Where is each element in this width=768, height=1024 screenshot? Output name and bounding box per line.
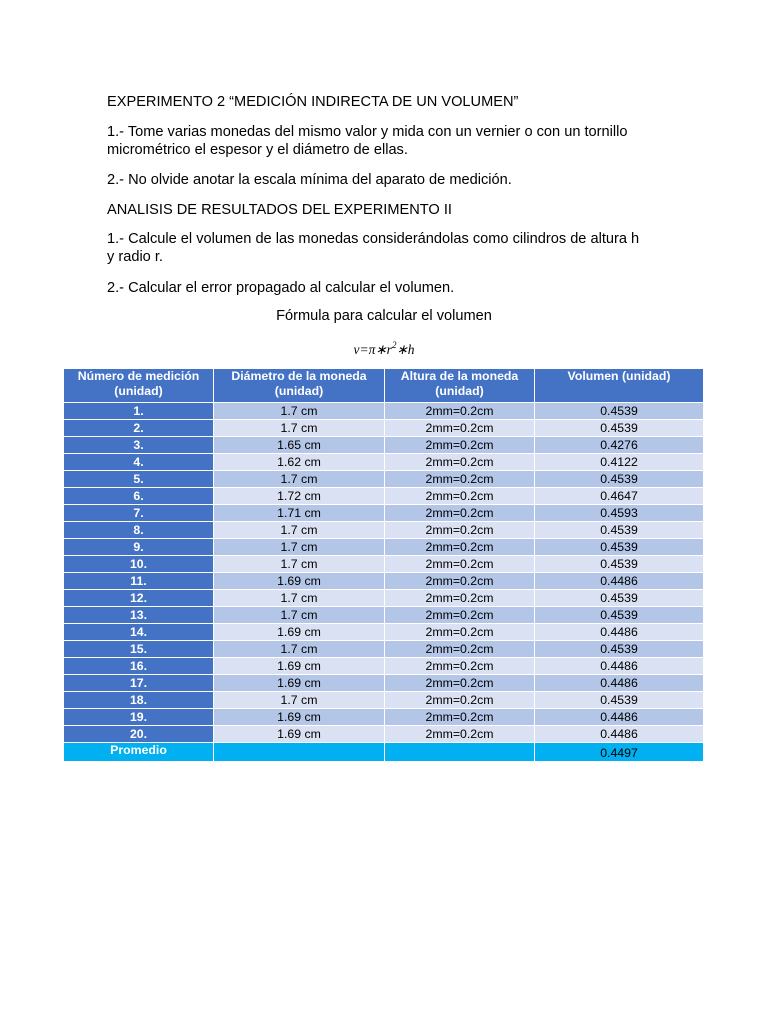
volume-cell: 0.4539 [535, 607, 704, 624]
height-cell: 2mm=0.2cm [385, 437, 535, 454]
volume-formula [0, 340, 768, 358]
diameter-cell: 1.7 cm [214, 420, 385, 437]
diameter-cell: 1.69 cm [214, 573, 385, 590]
height-cell: 2mm=0.2cm [385, 403, 535, 420]
diameter-cell: 1.69 cm [214, 658, 385, 675]
height-cell: 2mm=0.2cm [385, 675, 535, 692]
table-row [64, 590, 704, 607]
volume-cell: 0.4276 [535, 437, 704, 454]
volume-cell: 0.4486 [535, 624, 704, 641]
diameter-cell: 1.71 cm [214, 505, 385, 522]
diameter-cell: 1.7 cm [214, 641, 385, 658]
diameter-cell: 1.7 cm [214, 692, 385, 709]
volume-cell: 0.4539 [535, 692, 704, 709]
table-row [64, 573, 704, 590]
header-volume: Volumen (unidad) [535, 369, 704, 403]
height-cell: 2mm=0.2cm [385, 471, 535, 488]
volume-cell: 0.4486 [535, 675, 704, 692]
table-row [64, 607, 704, 624]
diameter-cell: 1.7 cm [214, 607, 385, 624]
row-number-cell: 13. [64, 607, 214, 624]
formula-rhs: ∗h [396, 342, 415, 357]
table-row [64, 624, 704, 641]
row-number-cell: 7. [64, 505, 214, 522]
table-row [64, 692, 704, 709]
row-number-cell: 10. [64, 556, 214, 573]
header-measurement-number: Número de medición (unidad) [64, 369, 214, 403]
height-cell: 2mm=0.2cm [385, 573, 535, 590]
height-cell: 2mm=0.2cm [385, 607, 535, 624]
table-row [64, 488, 704, 505]
row-number-cell: 1. [64, 403, 214, 420]
formula-exponent: 2 [391, 340, 397, 350]
diameter-cell: 1.7 cm [214, 539, 385, 556]
formula-lhs: v=π∗r [353, 342, 392, 357]
volume-cell: 0.4539 [535, 539, 704, 556]
height-cell: 2mm=0.2cm [385, 641, 535, 658]
row-number-cell: 9. [64, 539, 214, 556]
height-cell: 2mm=0.2cm [385, 556, 535, 573]
diameter-cell: 1.65 cm [214, 437, 385, 454]
volume-cell: 0.4539 [535, 556, 704, 573]
instruction-1-line-2: micrométrico el espesor y el diámetro de ellas. [107, 142, 408, 158]
height-cell: 2mm=0.2cm [385, 726, 535, 743]
diameter-cell: 1.69 cm [214, 675, 385, 692]
average-value-cell: 0.4497 [535, 743, 704, 762]
formula-title: Fórmula para calcular el volumen [276, 308, 492, 324]
average-empty-cell [214, 743, 385, 762]
table-row [64, 505, 704, 522]
row-number-cell: 16. [64, 658, 214, 675]
analysis-item-1-line-1: 1.- Calcule el volumen de las monedas considerándolas como cilindros de altura h [107, 231, 640, 247]
diameter-cell: 1.69 cm [214, 624, 385, 641]
volume-cell: 0.4539 [535, 420, 704, 437]
analysis-item-1-line-2: y radio r. [107, 249, 163, 265]
measurement-table [63, 368, 704, 762]
instruction-2: 2.- No olvide anotar la escala mínima del aparato de medición. [107, 172, 512, 188]
row-number-cell: 17. [64, 675, 214, 692]
row-number-cell: 8. [64, 522, 214, 539]
diameter-cell: 1.72 cm [214, 488, 385, 505]
volume-cell: 0.4486 [535, 709, 704, 726]
row-number-cell: 14. [64, 624, 214, 641]
volume-cell: 0.4539 [535, 522, 704, 539]
header-height: Altura de la moneda (unidad) [385, 369, 535, 403]
analysis-item-2: 2.- Calcular el error propagado al calcular el volumen. [107, 280, 455, 296]
diameter-cell: 1.7 cm [214, 522, 385, 539]
volume-cell: 0.4539 [535, 590, 704, 607]
table-row [64, 709, 704, 726]
row-number-cell: 11. [64, 573, 214, 590]
diameter-cell: 1.69 cm [214, 726, 385, 743]
row-number-cell: 18. [64, 692, 214, 709]
header-diameter: Diámetro de la moneda (unidad) [214, 369, 385, 403]
height-cell: 2mm=0.2cm [385, 709, 535, 726]
table-row [64, 420, 704, 437]
volume-cell: 0.4486 [535, 573, 704, 590]
diameter-cell: 1.7 cm [214, 556, 385, 573]
height-cell: 2mm=0.2cm [385, 420, 535, 437]
table-row [64, 454, 704, 471]
row-number-cell: 6. [64, 488, 214, 505]
volume-cell: 0.4122 [535, 454, 704, 471]
row-number-cell: 2. [64, 420, 214, 437]
height-cell: 2mm=0.2cm [385, 488, 535, 505]
volume-cell: 0.4593 [535, 505, 704, 522]
table-row [64, 522, 704, 539]
analysis-title: ANALISIS DE RESULTADOS DEL EXPERIMENTO II [107, 202, 452, 218]
row-number-cell: 4. [64, 454, 214, 471]
instruction-1-line-1: 1.- Tome varias monedas del mismo valor y mida con un vernier o con un tornillo [107, 124, 628, 140]
volume-cell: 0.4647 [535, 488, 704, 505]
table-row [64, 539, 704, 556]
table-row [64, 658, 704, 675]
height-cell: 2mm=0.2cm [385, 454, 535, 471]
diameter-cell: 1.7 cm [214, 471, 385, 488]
row-number-cell: 15. [64, 641, 214, 658]
row-number-cell: 5. [64, 471, 214, 488]
height-cell: 2mm=0.2cm [385, 658, 535, 675]
table-row [64, 403, 704, 420]
diameter-cell: 1.7 cm [214, 403, 385, 420]
table-row [64, 437, 704, 454]
diameter-cell: 1.62 cm [214, 454, 385, 471]
table-row [64, 471, 704, 488]
height-cell: 2mm=0.2cm [385, 692, 535, 709]
table-row [64, 726, 704, 743]
row-number-cell: 3. [64, 437, 214, 454]
volume-cell: 0.4486 [535, 658, 704, 675]
volume-cell: 0.4539 [535, 403, 704, 420]
volume-cell: 0.4539 [535, 641, 704, 658]
row-number-cell: 12. [64, 590, 214, 607]
height-cell: 2mm=0.2cm [385, 624, 535, 641]
row-number-cell: 20. [64, 726, 214, 743]
volume-cell: 0.4539 [535, 471, 704, 488]
height-cell: 2mm=0.2cm [385, 590, 535, 607]
table-row [64, 556, 704, 573]
row-number-cell: 19. [64, 709, 214, 726]
table-row [64, 641, 704, 658]
volume-cell: 0.4486 [535, 726, 704, 743]
height-cell: 2mm=0.2cm [385, 522, 535, 539]
instruction-1 [107, 123, 627, 159]
height-cell: 2mm=0.2cm [385, 539, 535, 556]
average-empty-cell [385, 743, 535, 762]
analysis-item-1 [107, 230, 639, 266]
average-row [64, 743, 704, 762]
average-label-cell: Promedio [64, 743, 214, 762]
diameter-cell: 1.7 cm [214, 590, 385, 607]
document-title: EXPERIMENTO 2 “MEDICIÓN INDIRECTA DE UN VOLUMEN” [107, 94, 519, 110]
table-row [64, 675, 704, 692]
table-body [64, 403, 704, 762]
height-cell: 2mm=0.2cm [385, 505, 535, 522]
diameter-cell: 1.69 cm [214, 709, 385, 726]
table-header-row [64, 369, 704, 403]
